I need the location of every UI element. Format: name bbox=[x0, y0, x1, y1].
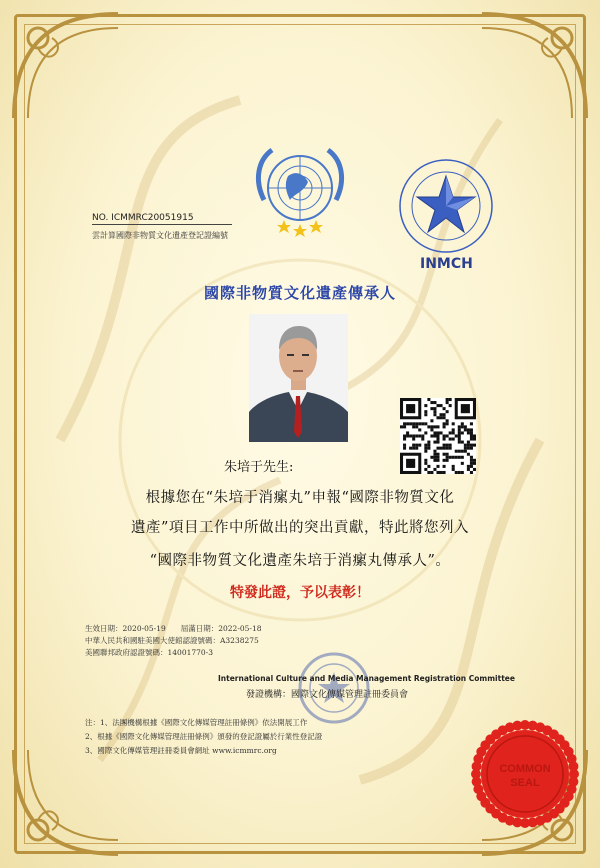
inmch-label: INMCH bbox=[420, 256, 473, 272]
inmch-star-emblem bbox=[396, 156, 496, 256]
common-seal bbox=[467, 716, 583, 832]
corner-ornament-top-right bbox=[472, 8, 592, 128]
body-text-line-1: 根據您在“朱培于消瘰丸”申報“國際非物質文化 bbox=[145, 490, 455, 506]
footnote-3: 3、國際文化傳媒管理註冊委員會網址 www.icmmrc.org bbox=[85, 746, 277, 755]
validity-dates: 生效日期：2020-05-19 屆滿日期：2022-05-18 bbox=[85, 624, 262, 633]
issuing-committee-english: International Culture and Media Management Registration Committee bbox=[218, 674, 515, 683]
corner-ornament-bottom-left bbox=[8, 740, 128, 860]
certificate-title: 國際非物質文化遺產傳承人 bbox=[203, 284, 396, 302]
body-text-line-2: 遺產”項目工作中所做出的突出貢獻，特此將您列入 bbox=[131, 520, 469, 536]
recipient-salutation: 朱培于先生: bbox=[224, 460, 294, 475]
embassy-certification-number: 中華人民共和國駐美國大使館認證號碼：A3238275 bbox=[85, 636, 259, 645]
footnote-1: 注：1、法團機構根據《國際文化傳媒管理註冊條例》依法開展工作 bbox=[85, 718, 308, 727]
issuing-committee-chinese: 發證機構：國際文化傳媒管理註冊委員會 bbox=[246, 690, 409, 700]
certificate-number-note: 雲計算國際非物質文化遺產登記證編號 bbox=[92, 231, 228, 240]
seal-text-top: COMMON bbox=[499, 763, 551, 775]
corner-ornament-top-left bbox=[8, 8, 128, 128]
qr-code bbox=[400, 398, 476, 474]
footnote-2: 2、根據《國際文化傳媒管理註冊條例》頒發的登記證屬於行業性登記證 bbox=[85, 732, 323, 741]
federal-certification-number: 美國聯邦政府認證號碼：14001770-3 bbox=[85, 648, 213, 657]
certificate-number: NO. ICMMRC20051915 bbox=[92, 213, 232, 225]
portrait-photo bbox=[249, 314, 348, 442]
honor-statement: 特發此證，予以表彰！ bbox=[230, 585, 370, 601]
seal-text-bottom: SEAL bbox=[510, 777, 540, 789]
un-emblem-logo bbox=[244, 140, 356, 240]
body-text-line-3: “國際非物質文化遺產朱培于消瘰丸傳承人”。 bbox=[149, 553, 451, 569]
